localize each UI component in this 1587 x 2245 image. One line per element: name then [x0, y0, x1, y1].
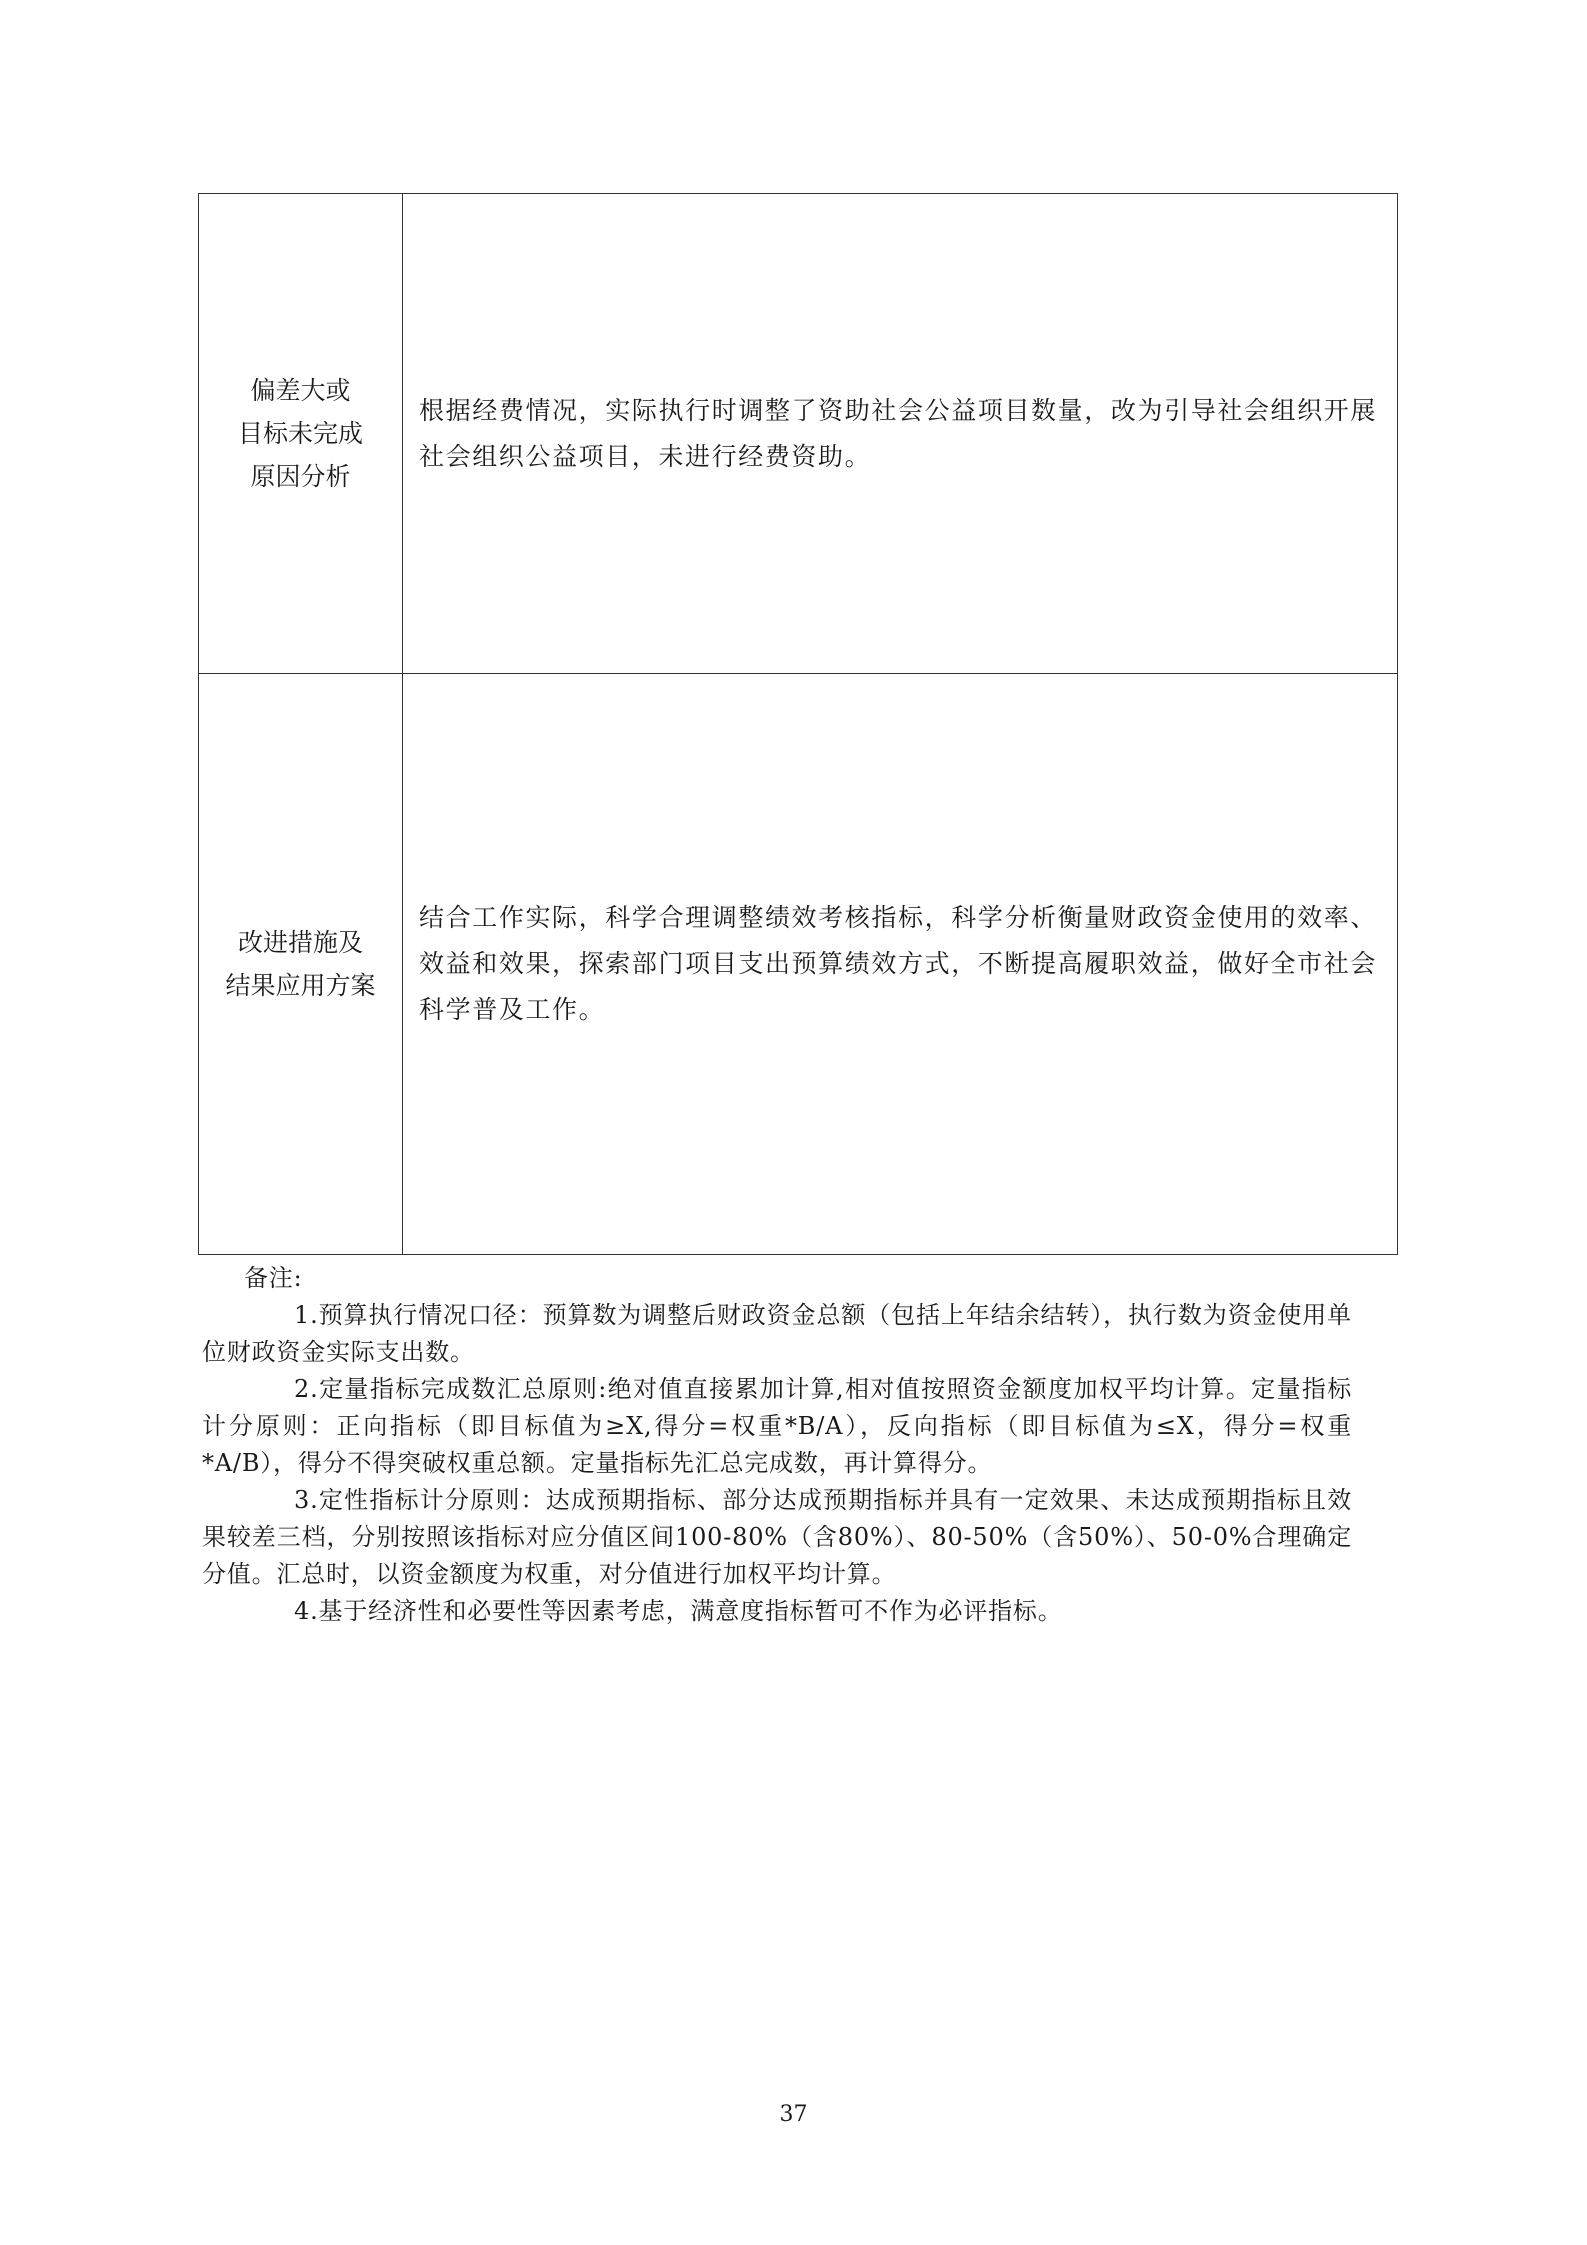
notes-section	[202, 1260, 1352, 1630]
table-row-deviation-analysis	[199, 194, 1397, 674]
note-item-1: 1.预算执行情况口径：预算数为调整后财政资金总额（包括上年结余结转），执行数为资金使用单位财政资金实际支出数。	[202, 1301, 1352, 1366]
label-line: 偏差大或	[250, 376, 351, 405]
row-content-deviation-analysis	[403, 194, 1397, 673]
content-text: 结合工作实际，科学合理调整绩效考核指标，科学分析衡量财政资金使用的效率、效益和效果，探索部门项目支出预算绩效方式，不断提高履职效益，做好全市社会科学普及工作。	[419, 903, 1377, 1024]
page-number: 37	[779, 2102, 808, 2127]
row-label-improvement-plan	[199, 674, 403, 1254]
table-row-improvement-plan	[199, 674, 1397, 1254]
note-item-2: 2.定量指标完成数汇总原则:绝对值直接累加计算,相对值按照资金额度加权平均计算。定量指标计分原则：正向指标（即目标值为≥X,得分=权重*B/A），反向指标（即目标值为≤X，得分=权重*A/B），得分不得突破权重总额。定量指标先汇总完成数，再计算得分。	[202, 1375, 1352, 1477]
label-line: 原因分析	[250, 462, 351, 491]
content-text: 根据经费情况，实际执行时调整了资助社会公益项目数量，改为引导社会组织开展社会组织公益项目，未进行经费资助。	[419, 395, 1377, 471]
label-line: 结果应用方案	[225, 971, 376, 1000]
label-line: 改进措施及	[237, 928, 363, 957]
note-item-4: 4.基于经济性和必要性等因素考虑，满意度指标暂可不作为必评指标。	[294, 1597, 1063, 1625]
row-label-deviation-analysis	[199, 194, 403, 673]
notes-title: 备注:	[244, 1264, 303, 1292]
evaluation-table	[198, 193, 1398, 1255]
label-line: 目标未完成	[237, 419, 363, 448]
row-content-improvement-plan	[403, 674, 1397, 1254]
note-item-3: 3.定性指标计分原则：达成预期指标、部分达成预期指标并具有一定效果、未达成预期指标且效果较差三档，分别按照该指标对应分值区间100-80%（含80%）、80-50%（含50%）、50-0%合理确定分值。汇总时，以资金额度为权重，对分值进行加权平均计算。	[202, 1486, 1352, 1588]
